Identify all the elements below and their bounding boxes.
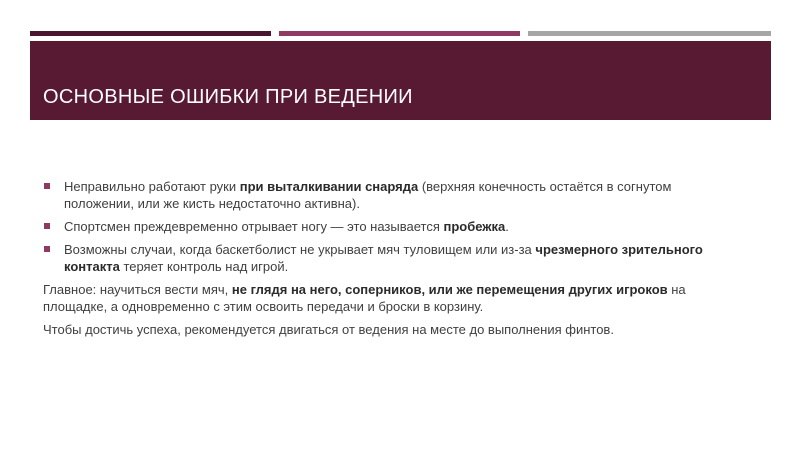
paragraph-text: на площадке, а одновременно с этим освоить передачи и броски в корзину. (43, 282, 686, 314)
slide-title: ОСНОВНЫЕ ОШИБКИ ПРИ ВЕДЕНИИ (43, 86, 413, 108)
title-band (30, 41, 771, 120)
square-bullet-icon (44, 183, 50, 189)
bullet-item-travel (43, 218, 743, 235)
paragraph-main-point (43, 281, 743, 315)
bullet-bold-text: при выталкивании снаряда (239, 179, 419, 194)
bullet-text: . (505, 219, 509, 234)
square-bullet-icon (44, 223, 50, 229)
paragraph-text: Главное: научиться вести мяч, (43, 282, 232, 297)
bullet-text: теряет контроль над игрой. (119, 259, 289, 274)
bullet-text: (верхняя конечность остаётся в согнутом положении, или же кисть недостаточно активна). (64, 179, 672, 211)
square-bullet-icon (44, 246, 50, 252)
bullet-text: Неправильно работают руки (64, 179, 240, 194)
accent-bar-left (30, 31, 271, 36)
bullet-text: Возможны случаи, когда баскетболист не укрывает мяч туловищем или из-за (64, 242, 536, 257)
bullet-bold-text: чрезмерного зрительного контакта (64, 242, 703, 274)
paragraph-bold-text: не глядя на него, соперников, или же перемещения других игроков (231, 282, 668, 297)
accent-bar-middle (279, 31, 520, 36)
bullet-bold-text: пробежка (443, 219, 506, 234)
paragraph-success: Чтобы достичь успеха, рекомендуется двигаться от ведения на месте до выполнения финтов. (43, 322, 614, 337)
bullet-text: Спортсмен преждевременно отрывает ногу — это называется (64, 219, 444, 234)
slide-content (43, 178, 743, 344)
accent-bar-right (528, 31, 771, 36)
bullet-item-hands (43, 178, 743, 212)
bullet-item-control (43, 241, 743, 275)
